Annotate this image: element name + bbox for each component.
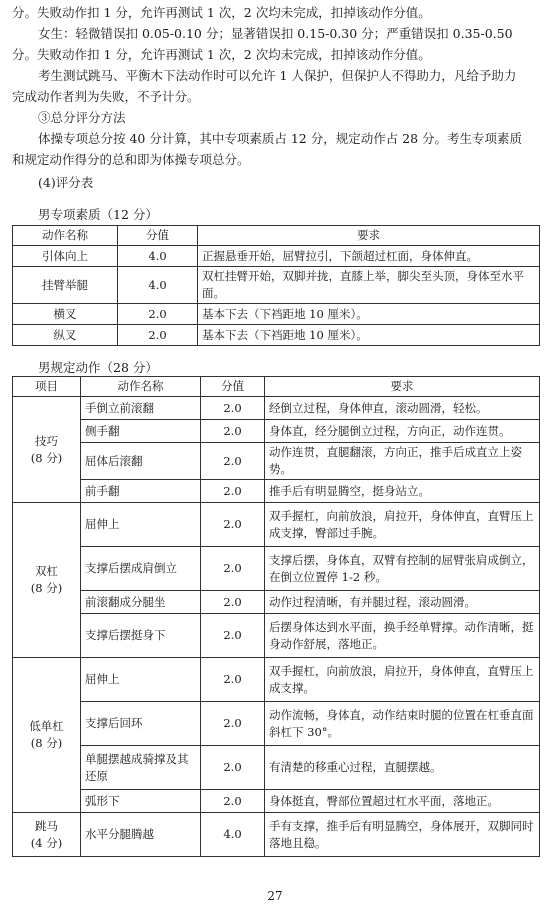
action-name-cell: 屈伸上 [81, 503, 201, 547]
table-row [13, 267, 540, 304]
paragraph: 体操专项总分按 40 分计算，其中专项素质占 12 分，规定动作占 28 分。考生专项素质 [38, 131, 523, 146]
requirement-cell: 基本下去（下裆距地 10 厘米）。 [198, 325, 540, 346]
requirement-cell: 身体直，经分腿倒立过程，方向正，动作连贯。 [265, 420, 540, 443]
score-cell: 2.0 [201, 790, 265, 813]
table-row [13, 813, 540, 857]
column-header: 分值 [201, 377, 265, 397]
requirement-cell: 双手握杠，向前放浪，肩拉开，身体伸直，直臂压上成支撑。 [265, 658, 540, 702]
event-points: (8 分) [30, 450, 63, 465]
table-row [13, 614, 540, 658]
score-cell: 2.0 [201, 547, 265, 591]
event-name: 跳马 [35, 818, 58, 833]
table-row [13, 443, 540, 480]
score-cell: 4.0 [201, 813, 265, 857]
requirement-cell: 推手后有明显腾空，挺身站立。 [265, 480, 540, 503]
event-points: (8 分) [30, 581, 63, 595]
event-cell [13, 813, 81, 857]
table2-caption: 男规定动作（28 分） [38, 360, 158, 375]
paragraph: 女生：轻微错误扣 0.05-0.10 分；显著错误扣 0.15-0.30 分；严重错误扣 0.35-0.50 [38, 26, 513, 41]
score-cell: 2.0 [201, 443, 265, 480]
table-row [13, 246, 540, 267]
special-quality-table [12, 225, 540, 346]
event-points: (8 分) [30, 736, 63, 750]
requirement-cell: 有清楚的移重心过程，直腿摆越。 [265, 746, 540, 790]
required-actions-table [12, 376, 540, 857]
column-header: 动作名称 [13, 226, 118, 246]
column-header: 分值 [118, 226, 198, 246]
event-cell [13, 397, 81, 503]
table-row [13, 480, 540, 503]
requirement-cell: 手有支撑，推手后有明显腾空，身体展开，双脚同时落地且稳。 [265, 813, 540, 857]
paragraph: 和规定动作得分的总和即为体操专项总分。 [12, 152, 250, 167]
event-name: 技巧 [35, 433, 58, 448]
score-cell: 2.0 [201, 397, 265, 420]
table-row [13, 420, 540, 443]
requirement-cell: 双杠挂臂开始，双脚并拢，直膝上举，脚尖至头顶，身体至水平面。 [198, 267, 540, 304]
requirement-cell: 支撑后摆，身体直，双臂有控制的屈臂张肩成倒立，在倒立位置停 1-2 秒。 [265, 547, 540, 591]
action-name-cell: 单腿摆越成骑撑及其还原 [81, 746, 201, 790]
action-name-cell: 前滚翻成分腿坐 [81, 591, 201, 614]
table-row [13, 325, 540, 346]
action-name-cell: 横叉 [13, 304, 118, 325]
action-name-cell: 引体向上 [13, 246, 118, 267]
action-name-cell: 手倒立前滚翻 [81, 397, 201, 420]
action-name-cell: 支撑后摆成肩倒立 [81, 547, 201, 591]
column-header: 要求 [265, 377, 540, 397]
table-row [13, 304, 540, 325]
score-cell: 2.0 [201, 591, 265, 614]
table1-caption: 男专项素质（12 分） [38, 207, 158, 222]
table-header-row [13, 377, 540, 397]
event-name: 双杠 [35, 564, 58, 578]
section-heading: ③总分评分方法 [38, 110, 126, 125]
table-row [13, 746, 540, 790]
action-name-cell: 前手翻 [81, 480, 201, 503]
paragraph: 分。失败动作扣 1 分，允许再测试 1 次，2 次均未完成，扣掉该动作分值。 [12, 47, 431, 62]
event-cell [13, 503, 81, 658]
action-name-cell: 侧手翻 [81, 420, 201, 443]
requirement-cell: 后摆身体达到水平面，换手经单臂撑。动作清晰，挺身动作舒展，落地正。 [265, 614, 540, 658]
action-name-cell: 纵叉 [13, 325, 118, 346]
table-row [13, 658, 540, 702]
score-cell: 2.0 [118, 304, 198, 325]
action-name-cell: 挂臂举腿 [13, 267, 118, 304]
score-cell: 4.0 [118, 246, 198, 267]
action-name-cell: 弧形下 [81, 790, 201, 813]
requirement-cell: 经倒立过程，身体伸直，滚动圆滑，轻松。 [265, 397, 540, 420]
action-name-cell: 屈体后滚翻 [81, 443, 201, 480]
section-heading: (4)评分表 [38, 175, 94, 190]
requirement-cell: 身体挺直，臀部位置超过杠水平面，落地正。 [265, 790, 540, 813]
score-cell: 2.0 [201, 614, 265, 658]
paragraph: 完成动作者判为失败，不予计分。 [12, 89, 200, 104]
score-cell: 2.0 [201, 746, 265, 790]
paragraph: 考生测试跳马、平衡木下法动作时可以允许 1 人保护，但保护人不得助力，凡给予助力 [38, 68, 517, 83]
requirement-cell: 正握悬垂开始，屈臂拉引，下颌超过杠面，身体伸直。 [198, 246, 540, 267]
score-cell: 2.0 [201, 420, 265, 443]
requirement-cell: 动作连贯，直腿翻滚，方向正，推手后成直立上姿势。 [265, 443, 540, 480]
table-header-row [13, 226, 540, 246]
action-name-cell: 支撑后摆挺身下 [81, 614, 201, 658]
table-row [13, 702, 540, 746]
requirement-cell: 动作流畅，身体直，动作结束时腿的位置在杠垂直面斜杠下 30°。 [265, 702, 540, 746]
action-name-cell: 支撑后回环 [81, 702, 201, 746]
action-name-cell: 水平分腿腾越 [81, 813, 201, 857]
event-points: (4 分) [30, 835, 63, 850]
table-row [13, 790, 540, 813]
column-header: 动作名称 [81, 377, 201, 397]
event-name: 低单杠 [29, 719, 64, 733]
table-row [13, 397, 540, 420]
column-header: 要求 [198, 226, 540, 246]
score-cell: 2.0 [201, 658, 265, 702]
page-number: 27 [267, 889, 283, 903]
action-name-cell: 屈伸上 [81, 658, 201, 702]
requirement-cell: 基本下去（下裆距地 10 厘米）。 [198, 304, 540, 325]
score-cell: 2.0 [201, 503, 265, 547]
event-cell [13, 658, 81, 813]
table-row [13, 547, 540, 591]
score-cell: 2.0 [201, 702, 265, 746]
score-cell: 4.0 [118, 267, 198, 304]
requirement-cell: 双手握杠，向前放浪，肩拉开，身体伸直，直臂压上成支撑，臀部过手腕。 [265, 503, 540, 547]
score-cell: 2.0 [201, 480, 265, 503]
column-header: 项目 [13, 377, 81, 397]
table-row [13, 503, 540, 547]
requirement-cell: 动作过程清晰，有并腿过程，滚动圆滑。 [265, 591, 540, 614]
paragraph: 分。失败动作扣 1 分，允许再测试 1 次，2 次均未完成，扣掉该动作分值。 [12, 5, 431, 20]
score-cell: 2.0 [118, 325, 198, 346]
table-row [13, 591, 540, 614]
